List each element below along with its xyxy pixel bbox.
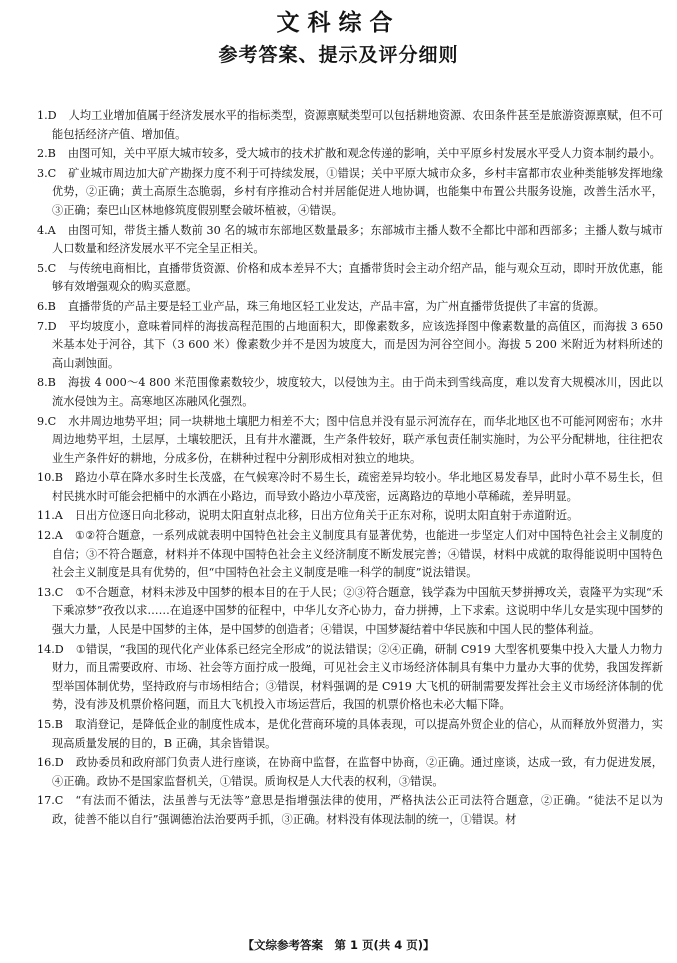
answer-explanation: 路边小草在降水多时生长茂盛，在气候寒冷时不易生长，疏密差异均较小。华北地区易发春旱，此时小草不易生长，但村民挑水时可能会把桶中的水洒在小路边，而导致小路边小草茂密，远离路边的草地小草稀疏，差异明显。: [52, 471, 663, 503]
answer-number: 8.B: [37, 376, 56, 390]
answer-list: [37, 107, 663, 831]
answer-explanation: ①错误，“我国的现代化产业体系已经完全形成”的说法错误；②④正确，研制 C919 大型客机要集中投入大量人力物力财力，而且需要政府、市场、社会等方面拧成一股绳，可见社会主义市场经济体制具有集中力量办大事的优势，我国发挥新型举国体制优势，坚持政府与市场相结合；③错误，材料强调的是 C919 大飞机的研制需要发挥社会主义市场经济体制的优势，没有涉及机票价格问题，而且大飞机投入市场运营后，我国的机票价格也未必大幅下降。: [52, 642, 663, 712]
answer-item: [37, 107, 663, 144]
answer-item: [37, 507, 663, 526]
answer-explanation: 由图可知，关中平原大城市较多，受大城市的技术扩散和观念传递的影响，关中平原乡村发展水平受人力资本制约最小。: [67, 147, 661, 161]
answer-number: 16.D: [37, 756, 64, 770]
answer-number: 13.C: [37, 585, 64, 599]
answer-explanation: ①②符合题意，一系列成就表明中国特色社会主义制度具有显著优势，也能进一步坚定人们对中国特色社会主义制度的自信；③不符合题意，材料并不体现中国特色社会主义经济制度不断发展完善；④错误，材料中成就的取得能说明中国特色社会主义制度是具有优势的，但“中国特色社会主义制度是唯一科学的制度”说法错误。: [52, 529, 663, 580]
answer-item: [37, 260, 663, 297]
answer-number: 10.B: [37, 471, 64, 485]
answer-number: 12.A: [37, 529, 63, 543]
answer-number: 17.C: [37, 794, 64, 808]
answer-item: [37, 527, 663, 583]
answer-explanation: 直播带货的产品主要是轻工业产品，珠三角地区轻工业发达，产品丰富，为广州直播带货提供了丰富的货源。: [67, 299, 605, 313]
answer-item: [37, 374, 663, 411]
answer-item: [37, 641, 663, 715]
answer-number: 6.B: [37, 299, 56, 313]
answer-item: [37, 584, 663, 640]
answer-explanation: 水井周边地势平坦；同一块耕地土壤肥力相差不大；图中信息并没有显示河流存在，而华北地区也不可能河网密布；水井周边地势平坦，土层厚，土壤较肥沃，且有井水灌溉，生产条件较好，联产承包责任制实施时，为公平分配耕地，往往把农业生产条件好的耕地，分成多份，在耕种过程中分割形成相对独立的地块。: [52, 414, 663, 465]
answer-number: 4.A: [37, 223, 56, 237]
answer-explanation: 由图可知，带货主播人数前 30 名的城市东部地区数量最多；东部城市主播人数不全都比中部和西部多；主播人数与城市人口数量和经济发展水平不完全呈正相关。: [52, 223, 663, 256]
answer-item: [37, 145, 663, 164]
answer-item: [37, 413, 663, 469]
page-title: 文科综合: [276, 10, 401, 36]
answer-item: [37, 165, 663, 221]
answer-item: [37, 318, 663, 374]
answer-item: [37, 754, 663, 791]
answer-explanation: 平均坡度小，意味着同样的海拔高程范围的占地面积大，即像素数多，应该选择图中像素数量的高值区，而海拔 3 650 米基本处于河谷，其下（3 600 米）像素数少并不是因为坡度大，而是因为河谷空间小。海拔 5 200 米附近为材料所述的高山剥蚀面。: [52, 319, 663, 370]
answer-explanation: ①不合题意，材料未涉及中国梦的根本目的在于人民；②③符合题意，钱学森为中国航天梦拼搏攻关，袁隆平为实现“禾下乘凉梦”孜孜以求……在追逐中国梦的征程中，中华儿女齐心协力，奋力拼搏，上下求索。这说明中华儿女是实现中国梦的强大力量，人民是中国梦的主体，是中国梦的创造者；④错误，中国梦凝结着中华民族和中国人民的整体利益。: [52, 585, 663, 637]
answer-item: [37, 469, 663, 506]
answer-explanation: 矿业城市周边加大矿产勘探力度不利于可持续发展，①错误；关中平原大城市众多，乡村丰富都市农业种类能够发挥地缘优势，②正确；黄土高原生态脆弱，乡村有序推动合村并居能促进人地协调，也能集中布置公共服务设施，改善生活水平，③正确；秦巴山区林地修筑度假别墅会破坏植被，④错误。: [52, 166, 663, 217]
answer-item: [37, 716, 663, 753]
answer-explanation: 取消登记，是降低企业的制度性成本，是优化营商环境的具体表现，可以提高外贸企业的信心，从而释放外贸潜力，实现高质量发展的目的，B 正确，其余皆错误。: [52, 718, 663, 750]
page-footer: 【文综参考答案 第 1 页(共 4 页)】: [242, 938, 435, 952]
answer-explanation: 海拔 4 000～4 800 米范围像素数较少，坡度较大，以侵蚀为主。由于尚未到雪线高度，难以发育大规模冰川，因此以流水侵蚀为主。高寒地区冻融风化强烈。: [52, 376, 663, 408]
answer-number: 2.B: [37, 147, 56, 161]
answer-number: 9.C: [37, 414, 57, 428]
answer-number: 11.A: [37, 509, 63, 523]
answer-explanation: 人均工业增加值属于经济发展水平的指标类型，资源禀赋类型可以包括耕地资源、农田条件甚至是旅游资源禀赋，但不可能包括经济产值、增加值。: [52, 109, 663, 141]
answer-number: 15.B: [37, 718, 64, 731]
answer-explanation: 与传统电商相比，直播带货资源、价格和成本差异不大；直播带货时会主动介绍产品，能与观众互动，即时开放优惠，能够有效增强观众的购买意愿。: [52, 261, 663, 294]
answer-item: [37, 298, 663, 317]
answer-number: 7.D: [37, 319, 57, 333]
answer-number: 5.C: [37, 261, 57, 275]
answer-explanation: 政协委员和政府部门负责人进行座谈，在协商中监督，在监督中协商，②正确。通过座谈，达成一致，有力促进发展，④正确。政协不是国家监督机关，①错误。质询权是人大代表的权利，③错误。: [52, 756, 663, 788]
answer-explanation: 日出方位逐日向北移动，说明太阳直射点北移，日出方位角关于正东对称，说明太阳直射于赤道附近。: [74, 509, 579, 523]
answer-number: 3.C: [37, 166, 57, 180]
answer-explanation: “有法而不循法，法虽善与无法等”意思是指增强法律的使用，严格执法公正司法符合题意，②正确。“徒法不足以为政，徒善不能以自行”强调德治法治要两手抓，③正确。材料没有体现法制的统一，①错误。材: [52, 794, 663, 826]
answer-number: 1.D: [37, 109, 57, 122]
answer-item: [37, 222, 663, 259]
answer-item: [37, 792, 663, 829]
page-subtitle: 参考答案、提示及评分细则: [218, 44, 459, 66]
answer-number: 14.D: [37, 642, 64, 656]
